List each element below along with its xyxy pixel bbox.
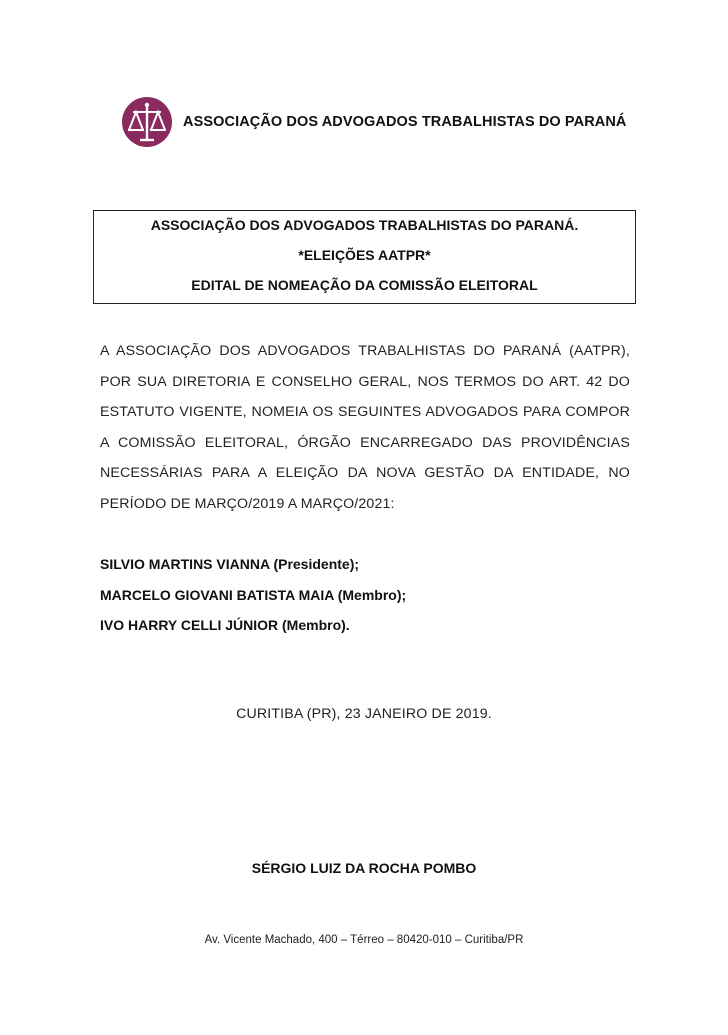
scales-of-justice-icon <box>121 96 173 148</box>
title-line-edict: EDITAL DE NOMEAÇÃO DA COMISSÃO ELEITORAL <box>191 277 538 293</box>
member-1: MARCELO GIOVANI BATISTA MAIA (Membro); <box>100 586 407 603</box>
commission-members-list <box>100 549 406 641</box>
footer-address: Av. Vicente Machado, 400 – Térreo – 80420-010 – Curitiba/PR <box>204 934 524 946</box>
title-line-organization: ASSOCIAÇÃO DOS ADVOGADOS TRABALHISTAS DO PARANÁ. <box>150 217 579 233</box>
member-2: IVO HARRY CELLI JÚNIOR (Membro). <box>100 617 350 633</box>
place-and-date: CURITIBA (PR), 23 JANEIRO DE 2019. <box>236 706 492 722</box>
member-president: SILVIO MARTINS VIANNA (Presidente); <box>100 556 360 572</box>
letterhead <box>121 96 626 148</box>
appointment-paragraph: A ASSOCIAÇÃO DOS ADVOGADOS TRABALHISTAS DO PARANÁ (AATPR), POR SUA DIRETORIA E CONSELHO GERAL, NOS TERMOS DO ART. 42 DO ESTATUTO VIGENTE, NOMEIA OS SEGUINTES ADVOGADOS PARA COMPOR A COMISSÃO ELEITORAL, ÓRGÃO ENCARREGADO DAS PROVIDÊNCIAS NECESSÁRIAS PARA A ELEIÇÃO DA NOVA GESTÃO DA ENTIDADE, NO PERÍODO DE MARÇO/2019 A MARÇO/2021: <box>100 343 630 512</box>
signatory-name: SÉRGIO LUIZ DA ROCHA POMBO <box>251 860 477 876</box>
organization-name: ASSOCIAÇÃO DOS ADVOGADOS TRABALHISTAS DO PARANÁ <box>183 114 627 130</box>
title-box <box>93 210 636 304</box>
title-line-elections: *ELEIÇÕES AATPR* <box>298 247 431 263</box>
